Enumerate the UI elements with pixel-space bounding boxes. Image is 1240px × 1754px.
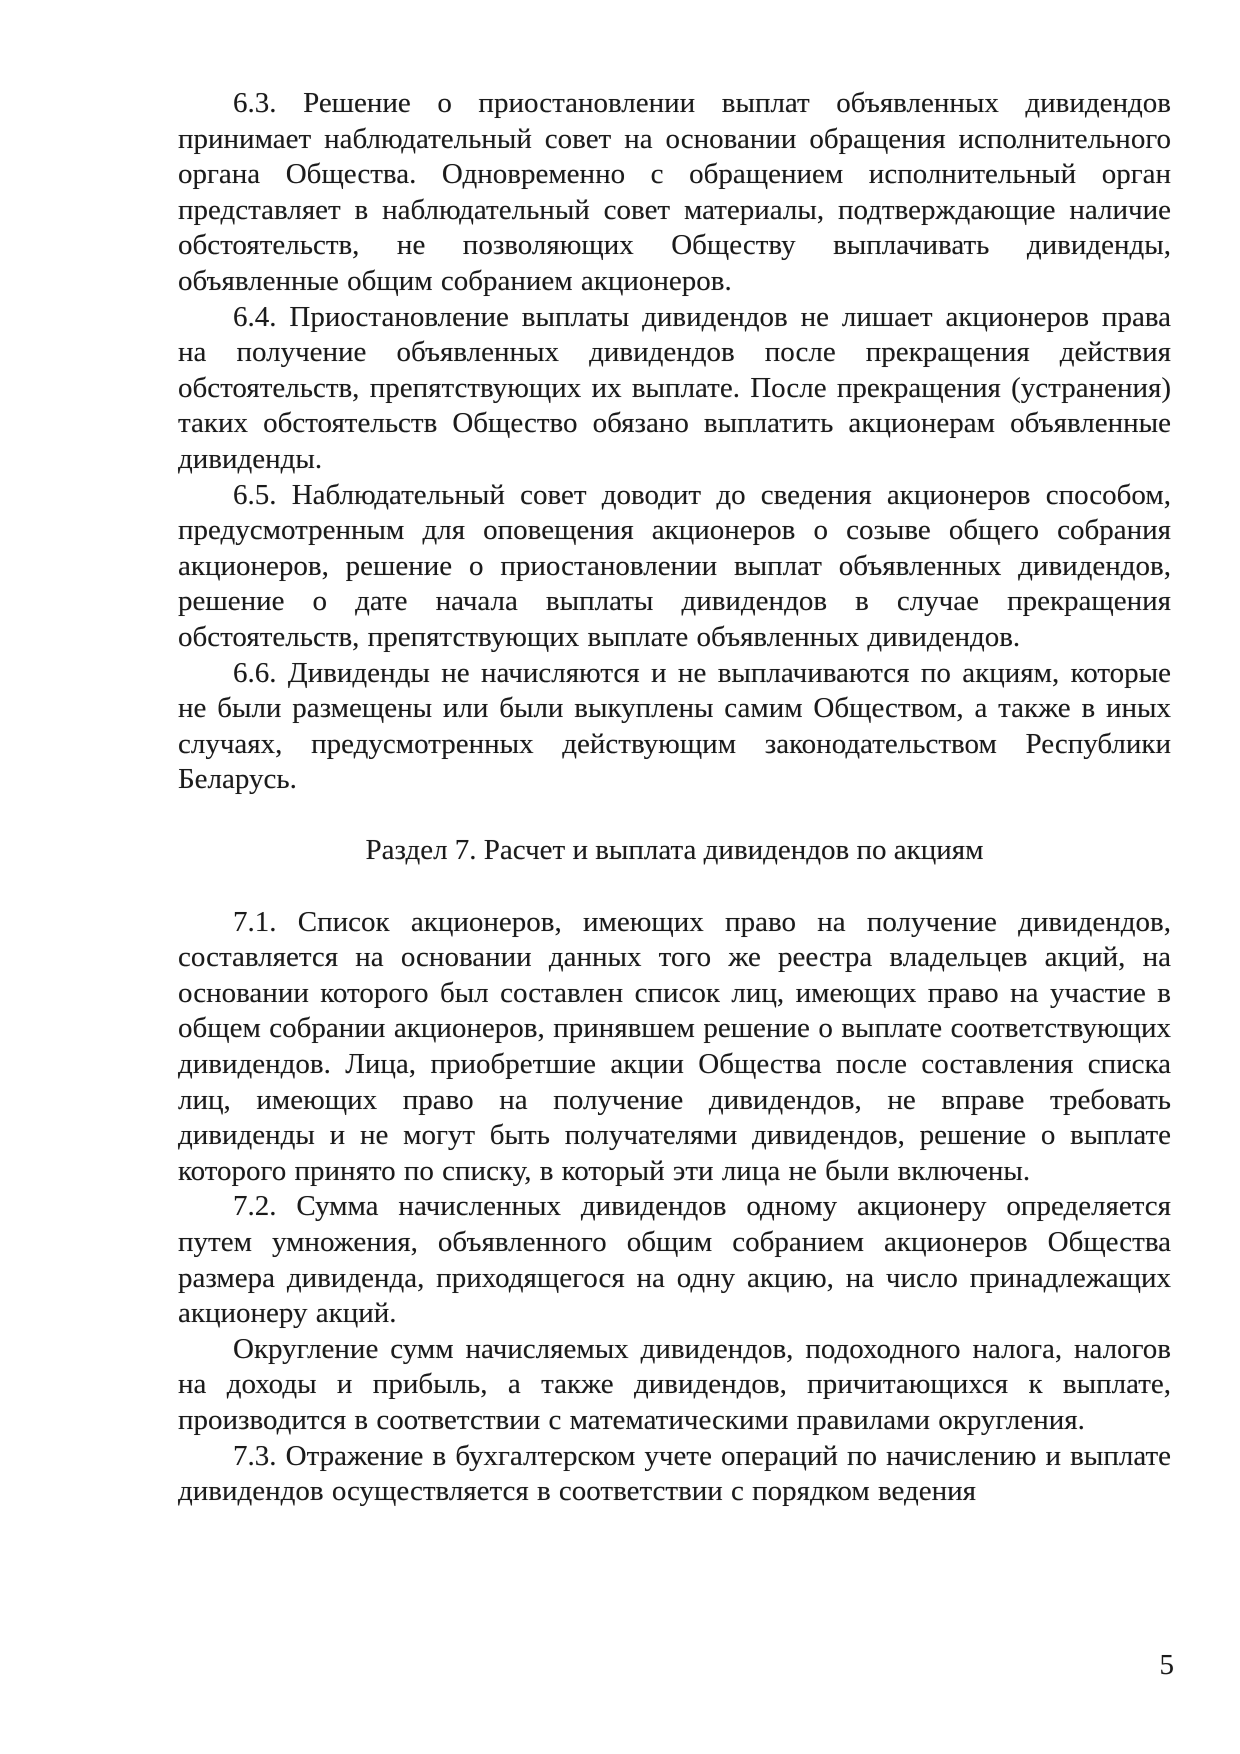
page-number: 5 [1159,1649,1174,1681]
paragraph-6-5: 6.5. Наблюдательный совет доводит до сведения акционеров способом, предусмотренным для оповещения акционеров о созыве общего собрания акционеров, решение о приостановлении выплат объявленных дивидендов, решение о дате начала выплаты дивидендов в случае прекращения обстоятельств, препятствующих выплате объявленных дивидендов. [178,478,1171,653]
paragraph-rounding: Округление сумм начисляемых дивидендов, подоходного налога, налогов на доходы и прибыль, а также дивидендов, причитающихся к выплате, производится в соответствии с математическими правилами округления. [178,1332,1171,1436]
paragraph-7-2: 7.2. Сумма начисленных дивидендов одному акционеру определяется путем умножения, объявленного общим собранием акционеров Общества размера дивиденда, приходящегося на одну акцию, на число принадлежащих акционеру акций. [178,1190,1171,1330]
paragraph-7-3: 7.3. Отражение в бухгалтерском учете операций по начислению и выплате дивидендов осуществляется в соответствии с порядком ведения [178,1439,1171,1508]
paragraph-7-1: 7.1. Список акционеров, имеющих право на получение дивидендов, составляется на основании данных того же реестра владельцев акций, на основании которого был составлен список лиц, имеющих право на участие в общем собрании акционеров, принявшем решение о выплате соответствующих дивидендов. Лица, приобретшие акции Общества после составления списка лиц, имеющих право на получение дивидендов, не вправе требовать дивиденды и не могут быть получателями дивидендов, решение о выплате которого принято по списку, в который эти лица не были включены. [178,905,1171,1187]
document-body [178,86,1171,1510]
section-heading: Раздел 7. Расчет и выплата дивидендов по акциям [365,834,984,867]
paragraph-6-3: 6.3. Решение о приостановлении выплат объявленных дивидендов принимает наблюдательный совет на основании обращения исполнительного органа Общества. Одновременно с обращением исполнительный орган представляет в наблюдательный совет материалы, подтверждающие наличие обстоятельств, не позволяющих Обществу выплачивать дивиденды, объявленные общим собранием акционеров. [178,87,1171,297]
paragraph-6-4: 6.4. Приостановление выплаты дивидендов не лишает акционеров права на получение объявленных дивидендов после прекращения действия обстоятельств, препятствующих их выплате. После прекращения (устранения) таких обстоятельств Общество обязано выплатить акционерам объявленные дивиденды. [178,300,1171,475]
paragraph-6-6: 6.6. Дивиденды не начисляются и не выплачиваются по акциям, которые не были размещены или были выкуплены самим Обществом, а также в иных случаях, предусмотренных действующим законодательством Республики Беларусь. [178,656,1171,796]
